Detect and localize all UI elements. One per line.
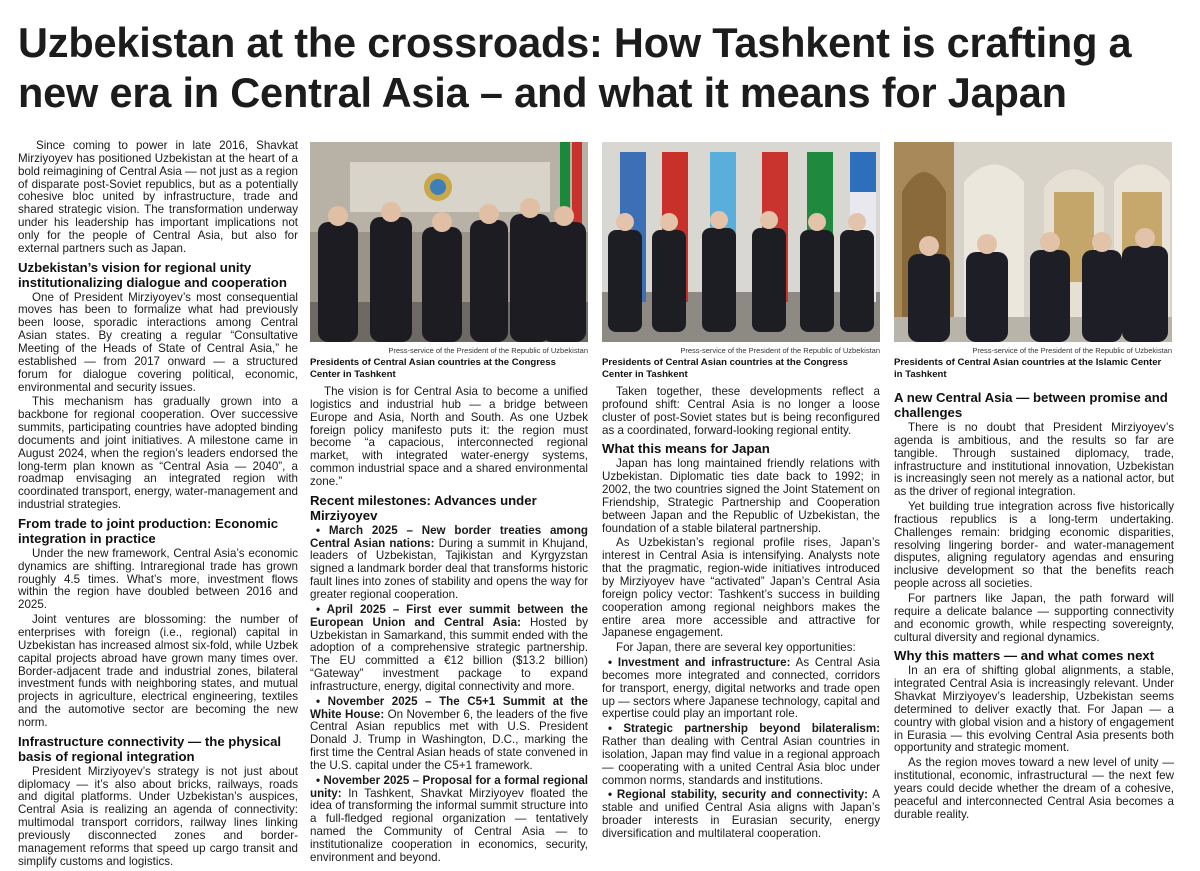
photo-caption: Presidents of Central Asian countries at the Islamic Center in Tashkent bbox=[894, 357, 1162, 380]
milestone-text: In Tashkent, Shavkat Mirziyoyev floated the idea of transforming the informal summit structure into a full-fledged regional organization — tentatively named the Community of Central Asia — to institutionalize cooperation in economics, security, environment and beyond. bbox=[310, 786, 588, 864]
photo-credit: Press-service of the President of the Republic of Uzbekistan bbox=[972, 346, 1172, 355]
milestone-item bbox=[310, 525, 588, 602]
photo-leaders-congress-center-1 bbox=[310, 142, 588, 342]
milestone-item bbox=[310, 696, 588, 773]
photo-caption: Presidents of Central Asian countries at the Congress Center in Tashkent bbox=[602, 357, 848, 380]
article-column-2 bbox=[310, 386, 588, 867]
paragraph: Yet building true integration across five historically fractious republics is a long-term undertaking. Challenges remain: bridging economic disparities, resolving lingering border- and water-management disputes, aligning regulatory agendas and ensuring inclusive development so that the benefits reach people across all societies. bbox=[894, 500, 1174, 591]
paragraph: In an era of shifting global alignments, a stable, integrated Central Asia is increasingly relevant. Under Shavkat Mirziyoyev’s leadership, Uzbekistan seems determined to deliver exactly that. For Japan — a country with global vision and a history of engagement in Eurasia — this evolving Central Asia presents both opportunity and strategic moment. bbox=[894, 664, 1174, 755]
opportunity-title: • Regional stability, security and connectivity: bbox=[608, 788, 869, 802]
milestone-title: • April 2025 – First ever summit between the European Union and Central Asia: bbox=[310, 602, 588, 629]
milestone-item bbox=[310, 604, 588, 694]
article-column-4 bbox=[894, 386, 1174, 823]
paragraph: For partners like Japan, the path forward will require a delicate balance — supporting connectivity and economic growth, while respecting sovereignty, cultural diversity and regional dynamics. bbox=[894, 591, 1174, 644]
paragraph: Japan has long maintained friendly relations with Uzbekistan. Diplomatic ties date back to 1992; in 2002, the two countries signed the Joint Statement on Friendship, Strategic Partnership and Cooperation between Japan and the Republic of Uzbekistan, the foundation of a stable bilateral partnership. bbox=[602, 457, 880, 535]
photo-leaders-islamic-center bbox=[894, 142, 1172, 342]
opportunity-item bbox=[602, 723, 880, 787]
paragraph: One of President Mirziyoyev’s most consequential moves has been to formalize what had previously been loose, sporadic interactions among Central Asian states. By creating a regular “Consultative Meeting of the Heads of State of Central Asia,” he established — from 2017 onward — a structured forum for dialogue covering political, economic, environmental and security issues. bbox=[18, 290, 298, 394]
paragraph: As the region moves toward a new level of unity — institutional, economic, infrastructural — the next few years could decide whether the dream of a cohesive, peaceful and interconnected Central Asia becomes a durable reality. bbox=[894, 756, 1174, 821]
paragraph: As Uzbekistan’s regional profile rises, Japan’s interest in Central Asia is intensifying. Analysts note that the pragmatic, region-wide initiatives introduced by Mirziyoyev have “activated” Japan’s Central Asia foreign policy vector: Tashkent’s success in building cooperation among regional neighbors makes the entire area more accessible and attractive for Japanese engagement. bbox=[602, 536, 880, 640]
opportunity-item bbox=[602, 657, 880, 721]
paragraph: Taken together, these developments reflect a profound shift: Central Asia is no longer a loose cluster of post-Soviet states but is being reconfigured as a coordinated, forward-looking regional entity. bbox=[602, 385, 880, 437]
paragraph: President Mirziyoyev’s strategy is not just about diplomacy — it’s also about bricks, railways, roads and digital platforms. Under Uzbekistan’s auspices, Central Asia is realizing an agenda of connectivity: multimodal transport corridors, railway lines linking previously disconnected zones and border-management reforms that speed up cargo transit and simplify customs and logistics. bbox=[18, 764, 298, 868]
photo-leaders-congress-center-2 bbox=[602, 142, 880, 342]
paragraph: Joint ventures are blossoming: the number of enterprises with foreign (i.e., regional) capital in Uzbekistan has increased almost six-fold, while Uzbek capital projects abroad have grown many times over. Border-adjacent trade and industrial zones, bilateral investment funds with neighboring states, and mutual projects in agriculture, electrical engineering, textiles and the automotive sector are becoming the new norm. bbox=[18, 613, 298, 729]
milestone-title: • November 2025 – The C5+1 Summit at the White House: bbox=[310, 694, 588, 721]
milestone-text: Hosted by Uzbekistan in Samarkand, this summit ended with the adoption of a comprehensive strategic partnership. The EU committed a €12 billion ($13.2 billion) “Gateway” investment package to expand infrastructure, energy, digital connectivity and more. bbox=[310, 615, 589, 693]
opportunity-title: • Strategic partnership beyond bilateralism: bbox=[608, 722, 880, 736]
paragraph: Since coming to power in late 2016, Shavkat Mirziyoyev has positioned Uzbekistan at the heart of a bold reimagining of Central Asia — not just as a region of disparate post-Soviet republics, but as a potentially cohesive bloc united by infrastructure, trade and shared strategic vision. The transformation underway under his leadership has important implications not only for the people of Central Asia, but also for external partners such as Japan. bbox=[18, 139, 298, 255]
opportunity-title: • Investment and infrastructure: bbox=[608, 656, 791, 670]
milestone-item bbox=[310, 775, 588, 865]
paragraph: The vision is for Central Asia to become a unified logistics and industrial hub — a bridge between Europe and Asia, North and South. As one Uzbek foreign policy manifesto puts it: the region must become “a capacious, interconnected regional market, with integrated water-energy systems, common industrial space and a shared environmental zone.” bbox=[310, 385, 588, 488]
section-heading: From trade to joint production: Economic integration in practice bbox=[18, 515, 279, 546]
opportunity-text: As Central Asia becomes more integrated and connected, corridors for transport, energy, digital networks and trade open up — sectors where Japanese technology, capital and expertise could play an important role. bbox=[602, 656, 880, 721]
opportunity-text: A stable and unified Central Asia aligns with Japan’s broader interests in Eurasian security, energy diversification and multilateral cooperation. bbox=[602, 788, 880, 840]
article-headline: Uzbekistan at the crossroads: How Tashkent is crafting a new era in Central Asia – and what it means for Japan bbox=[18, 19, 1132, 116]
milestone-text: During a summit in Khujand, leaders of Uzbekistan, Tajikistan and Kyrgyzstan signed a landmark border deal that transforms historic fault lines into zones of stability and opens the way for greater regional cooperation. bbox=[310, 536, 588, 601]
milestone-text: On November 6, the leaders of the five Central Asian republics met with U.S. President Donald J. Trump in Washington, D.C., marking the first time the Central Asian heads of state convened in the U.S. capital under the C5+1 framework. bbox=[310, 707, 588, 772]
opportunity-text: Rather than dealing with Central Asian countries in isolation, Japan may find value in a regional approach — cooperating with a united Central Asia bloc under common norms, standards and institutions. bbox=[602, 735, 880, 787]
photo-credit: Press-service of the President of the Republic of Uzbekistan bbox=[388, 346, 588, 355]
section-heading: A new Central Asia — between promise and challenges bbox=[894, 390, 1168, 420]
paragraph: This mechanism has gradually grown into a backbone for regional cooperation. Over successive summits, participating countries have adopted binding documents and joint initiatives. A milestone came in August 2024, when the region’s leaders endorsed the long-term plan known as “Central Asia — 2040”, a roadmap envisaging an integrated region with coordinated transport, energy, water-management and industrial strategies. bbox=[18, 395, 298, 512]
section-heading: What this means for Japan bbox=[602, 441, 770, 457]
section-heading: Uzbekistan’s vision for regional unity institutionalizing dialogue and cooperation bbox=[18, 259, 287, 290]
section-heading: Why this matters — and what comes next bbox=[894, 648, 1155, 664]
section-heading: Recent milestones: Advances under Mirziyoyev bbox=[310, 492, 537, 523]
paragraph: There is no doubt that President Mirziyoyev’s agenda is ambitious, and the results so far are tangible. Through sustained diplomacy, trade, infrastructure and institutional innovation, Uzbekistan is increasingly seen not merely as a national actor, but as the driver of regional integration. bbox=[894, 421, 1174, 499]
paragraph: For Japan, there are several key opportunities: bbox=[616, 641, 856, 655]
milestone-title: • November 2025 – Proposal for a formal regional unity: bbox=[310, 773, 588, 800]
opportunity-item bbox=[602, 789, 880, 840]
article-column-1 bbox=[18, 140, 298, 871]
photo-credit: Press-service of the President of the Republic of Uzbekistan bbox=[680, 346, 880, 355]
section-heading: Infrastructure connectivity — the physical basis of regional integration bbox=[18, 733, 282, 764]
photo-caption: Presidents of Central Asian countries at the Congress Center in Tashkent bbox=[310, 357, 556, 380]
paragraph: Under the new framework, Central Asia’s economic dynamics are shifting. Intraregional trade has grown roughly 4.5 times. What’s more, investment flows within the region have doubled between 2016 and 2025. bbox=[18, 546, 298, 612]
milestone-title: • March 2025 – New border treaties among Central Asian nations: bbox=[310, 523, 588, 550]
article-column-3 bbox=[602, 386, 880, 843]
